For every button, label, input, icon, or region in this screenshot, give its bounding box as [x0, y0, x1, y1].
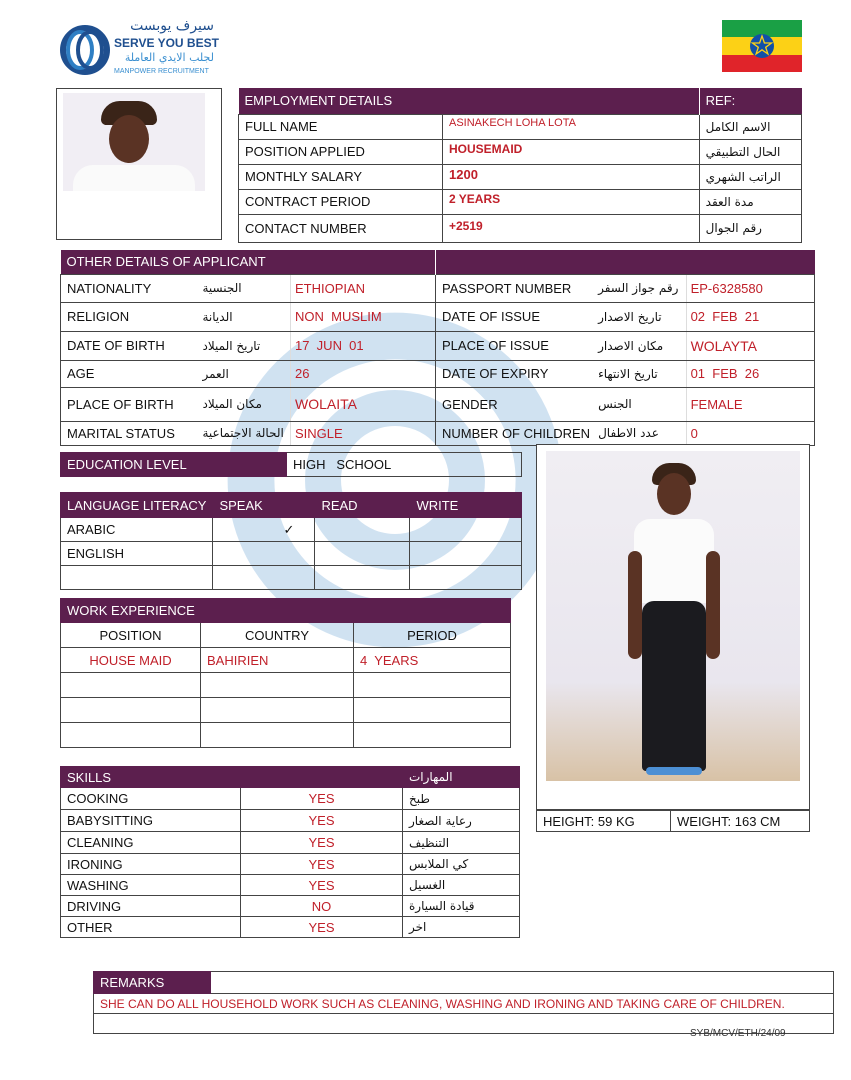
date-of-birth-ar: تاريخ الميلاد — [201, 331, 291, 360]
nationality-label: NATIONALITY — [61, 274, 201, 302]
place-of-birth-value: WOLAITA — [291, 387, 436, 421]
language-table — [60, 492, 522, 590]
logo-sub: MANPOWER RECRUITMENT — [114, 68, 209, 75]
marital-status-value: SINGLE — [291, 421, 436, 445]
work-col-period: PERIOD — [354, 623, 511, 648]
figure-arm-left — [628, 551, 642, 659]
education-value: HIGH SCHOOL — [287, 453, 522, 477]
religion-ar: الديانة — [201, 302, 291, 331]
weight-value: WEIGHT: 163 CM — [671, 811, 810, 832]
employment-header: EMPLOYMENT DETAILS — [244, 93, 393, 109]
measurements-table — [536, 810, 810, 832]
education-label: EDUCATION LEVEL — [61, 453, 287, 477]
skills-header: SKILLS — [61, 767, 241, 788]
remarks-header: REMARKS — [94, 972, 211, 994]
remarks-text: SHE CAN DO ALL HOUSEHOLD WORK SUCH AS CLEANING, WASHING AND IRONING AND TAKING CARE OF CHILDREN. — [94, 994, 834, 1014]
logo-name: SERVE YOU BEST — [114, 36, 219, 50]
nationality-value: ETHIOPIAN — [291, 274, 436, 302]
gender-ar: الجنس — [596, 387, 686, 421]
date-of-expiry-ar: تاريخ الانتهاء — [596, 360, 686, 387]
work-position-value: HOUSE MAID — [61, 648, 201, 673]
skill-other-label: OTHER — [61, 917, 241, 938]
date-of-birth-value: 17 JUN 01 — [291, 331, 436, 360]
date-of-issue-ar: تاريخ الاصدار — [596, 302, 686, 331]
marital-status-label: MARITAL STATUS — [61, 421, 201, 445]
skill-cooking-value: YES — [241, 788, 403, 810]
contract-period-ar: مدة العقد — [699, 189, 801, 214]
work-empty-row — [61, 723, 201, 748]
skill-other-ar: اخر — [403, 917, 520, 938]
skill-ironing-value: YES — [241, 854, 403, 875]
language-empty-row — [61, 566, 213, 590]
skill-cleaning-value: YES — [241, 832, 403, 854]
date-of-birth-label: DATE OF BIRTH — [61, 331, 201, 360]
other-details-header: OTHER DETAILS OF APPLICANT — [66, 254, 266, 270]
language-arabic: ARABIC — [61, 518, 213, 542]
figure-face — [657, 473, 691, 515]
date-of-issue-label: DATE OF ISSUE — [436, 302, 597, 331]
height-value: HEIGHT: 59 KG — [537, 811, 671, 832]
religion-label: RELIGION — [61, 302, 201, 331]
flag-star-icon — [748, 32, 776, 60]
logo-mark-icon — [58, 22, 112, 78]
position-applied-ar: الحال التطبيقي — [699, 139, 801, 164]
place-of-birth-label: PLACE OF BIRTH — [61, 387, 201, 421]
date-of-expiry-label: DATE OF EXPIRY — [436, 360, 597, 387]
employment-details-table — [238, 88, 802, 243]
place-of-birth-ar: مكان الميلاد — [201, 387, 291, 421]
number-of-children-value: 0 — [686, 421, 814, 445]
skill-washing-label: WASHING — [61, 875, 241, 896]
work-empty-row — [61, 698, 201, 723]
skill-driving-label: DRIVING — [61, 896, 241, 917]
language-header: LANGUAGE LITERACY — [61, 493, 213, 518]
contact-number-value: +2519 — [443, 214, 700, 242]
arabic-speak-check: ✓ — [213, 518, 315, 542]
full-name-ar: الاسم الكامل — [699, 114, 801, 139]
language-english: ENGLISH — [61, 542, 213, 566]
skill-washing-value: YES — [241, 875, 403, 896]
skill-other-value: YES — [241, 917, 403, 938]
other-details-table — [60, 250, 815, 446]
skill-cooking-ar: طبخ — [403, 788, 520, 810]
position-applied-value: HOUSEMAID — [443, 139, 700, 164]
date-of-issue-value: 02 FEB 21 — [686, 302, 814, 331]
skills-header-ar: المهارات — [403, 767, 520, 788]
passport-number-label: PASSPORT NUMBER — [436, 274, 597, 302]
arabic-write — [410, 518, 522, 542]
number-of-children-ar: عدد الاطفال — [596, 421, 686, 445]
gender-value: FEMALE — [686, 387, 814, 421]
position-applied-label: POSITION APPLIED — [239, 139, 443, 164]
work-period-value: 4 YEARS — [354, 648, 511, 673]
full-name-label: FULL NAME — [239, 114, 443, 139]
photo-shirt — [73, 165, 195, 191]
place-of-issue-value: WOLAYTA — [686, 331, 814, 360]
contact-number-label: CONTACT NUMBER — [239, 214, 443, 242]
education-table — [60, 452, 522, 477]
number-of-children-label: NUMBER OF CHILDREN — [436, 421, 597, 445]
figure-shirt — [634, 519, 714, 603]
work-col-position: POSITION — [61, 623, 201, 648]
contact-number-ar: رقم الجوال — [699, 214, 801, 242]
gender-label: GENDER — [436, 387, 597, 421]
write-header: WRITE — [410, 493, 522, 518]
religion-value: NON MUSLIM — [291, 302, 436, 331]
skill-driving-value: NO — [241, 896, 403, 917]
age-ar: العمر — [201, 360, 291, 387]
skill-babysitting-label: BABYSITTING — [61, 810, 241, 832]
english-speak — [213, 542, 315, 566]
speak-header: SPEAK — [213, 493, 315, 518]
skill-ironing-label: IRONING — [61, 854, 241, 875]
contract-period-label: CONTRACT PERIOD — [239, 189, 443, 214]
work-experience-table — [60, 598, 511, 748]
monthly-salary-value: 1200 — [443, 164, 700, 189]
english-write — [410, 542, 522, 566]
english-read — [315, 542, 410, 566]
monthly-salary-label: MONTHLY SALARY — [239, 164, 443, 189]
skill-driving-ar: قيادة السيارة — [403, 896, 520, 917]
figure-pants — [642, 601, 706, 771]
skill-cleaning-ar: التنظيف — [403, 832, 520, 854]
passport-number-ar: رقم جواز السفر — [596, 274, 686, 302]
skill-cleaning-label: CLEANING — [61, 832, 241, 854]
place-of-issue-label: PLACE OF ISSUE — [436, 331, 597, 360]
arabic-read — [315, 518, 410, 542]
skill-ironing-ar: كي الملابس — [403, 854, 520, 875]
work-experience-header: WORK EXPERIENCE — [61, 599, 354, 623]
contract-period-value: 2 YEARS — [443, 189, 700, 214]
monthly-salary-ar: الراتب الشهري — [699, 164, 801, 189]
applicant-photo-full — [536, 444, 810, 810]
figure-arm-right — [706, 551, 720, 659]
photo-face — [109, 115, 149, 163]
work-country-value: BAHIRIEN — [201, 648, 354, 673]
skill-cooking-label: COOKING — [61, 788, 241, 810]
work-col-country: COUNTRY — [201, 623, 354, 648]
age-label: AGE — [61, 360, 201, 387]
nationality-ar: الجنسية — [201, 274, 291, 302]
place-of-issue-ar: مكان الاصدار — [596, 331, 686, 360]
ref-label: REF: — [699, 88, 801, 114]
skill-washing-ar: الغسيل — [403, 875, 520, 896]
skill-babysitting-ar: رعاية الصغار — [403, 810, 520, 832]
passport-number-value: EP-6328580 — [686, 274, 814, 302]
date-of-expiry-value: 01 FEB 26 — [686, 360, 814, 387]
skills-table — [60, 766, 520, 938]
read-header: READ — [315, 493, 410, 518]
work-empty-row — [61, 673, 201, 698]
ethiopia-flag — [722, 20, 802, 72]
age-value: 26 — [291, 360, 436, 387]
applicant-photo-small — [56, 88, 222, 240]
document-code: SYB/MCV/ETH/24/09 — [690, 1028, 786, 1039]
figure-slippers — [646, 767, 702, 775]
remarks-table — [93, 971, 834, 1034]
skill-babysitting-value: YES — [241, 810, 403, 832]
marital-status-ar: الحالة الاجتماعية — [201, 421, 291, 445]
logo-arabic-sub: لجلب الايدي العاملة — [124, 51, 214, 64]
logo-arabic-name: سيرف يوبست — [130, 18, 214, 34]
full-name-value: ASINAKECH LOHA LOTA — [443, 114, 700, 139]
company-logo — [58, 18, 228, 80]
